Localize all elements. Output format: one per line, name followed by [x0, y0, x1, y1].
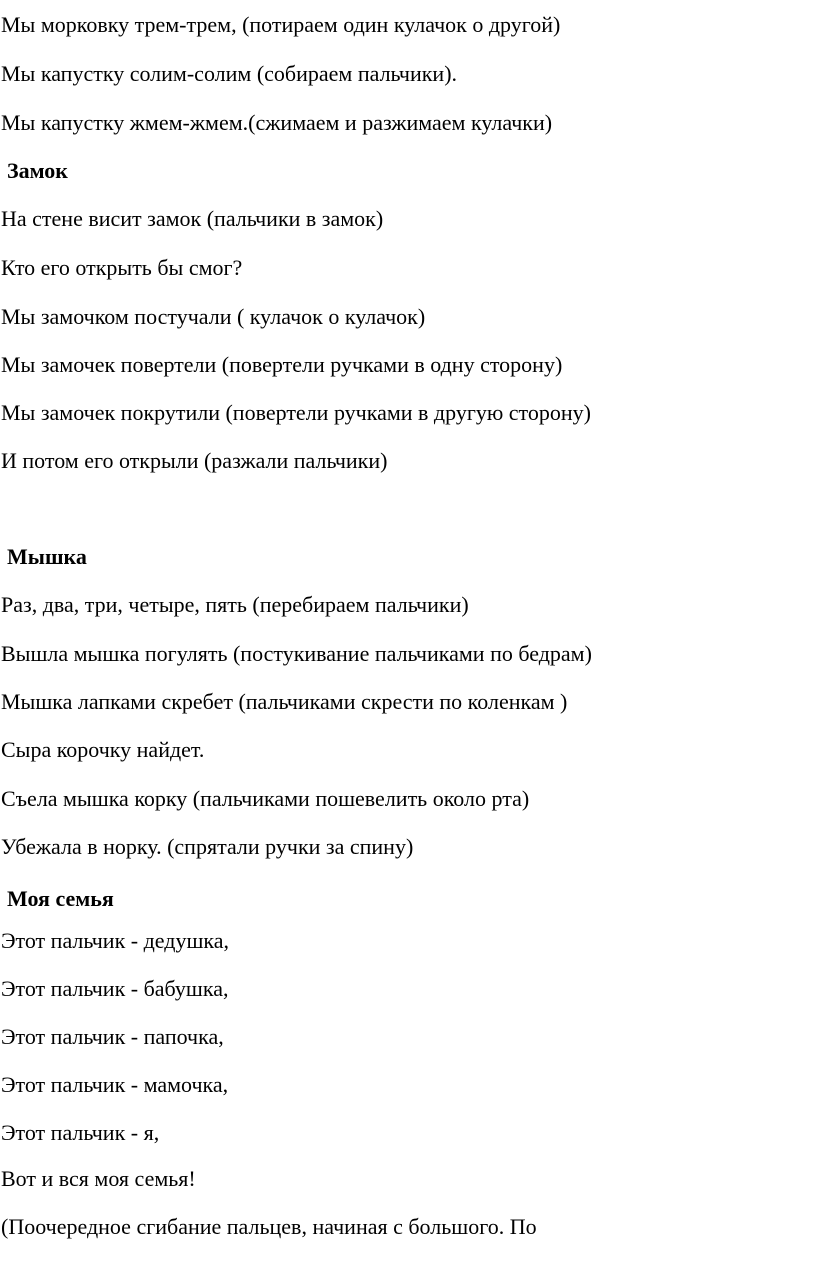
section-title-semya: Моя семья — [7, 886, 114, 911]
poem-line: Вышла мышка погулять (постукивание пальчиками по бедрам) — [1, 641, 592, 666]
poem-line: Кто его открыть бы смог? — [1, 255, 243, 280]
poem-line: Мы замочек повертели (повертели ручками в одну сторону) — [1, 352, 563, 377]
poem-line: Раз, два, три, четыре, пять (перебираем пальчики) — [1, 592, 469, 617]
poem-line: Этот пальчик - мамочка, — [1, 1072, 229, 1097]
intro-line: Мы капустку солим-солим (собираем пальчики). — [1, 61, 458, 86]
poem-line: Мышка лапками скребет (пальчиками скрести по коленкам ) — [1, 689, 568, 714]
intro-line: Мы капустку жмем-жмем.(сжимаем и разжимаем кулачки) — [1, 110, 553, 135]
poem-line: (Поочередное сгибание пальцев, начиная с большого. По — [1, 1214, 537, 1239]
poem-line: Мы замочек покрутили (повертели ручками в другую сторону) — [1, 400, 591, 425]
poem-line: Съела мышка корку (пальчиками пошевелить около рта) — [1, 786, 530, 811]
poem-line: Вот и вся моя семья! — [1, 1166, 196, 1191]
poem-line: Сыра корочку найдет. — [1, 737, 205, 762]
poem-line: Этот пальчик - я, — [1, 1120, 160, 1145]
poem-line: На стене висит замок (пальчики в замок) — [1, 206, 384, 231]
poem-line: Этот пальчик - папочка, — [1, 1024, 224, 1049]
poem-line: Этот пальчик - дедушка, — [1, 928, 230, 953]
section-title-zamok: Замок — [7, 158, 68, 183]
section-title-myshka: Мышка — [7, 544, 87, 569]
intro-line: Мы морковку трем-трем, (потираем один кулачок о другой) — [1, 12, 561, 37]
poem-line: Этот пальчик - бабушка, — [1, 976, 229, 1001]
poem-line: И потом его открыли (разжали пальчики) — [1, 448, 388, 473]
poem-line: Мы замочком постучали ( кулачок о кулачок) — [1, 304, 426, 329]
poem-line: Убежала в норку. (спрятали ручки за спину) — [1, 834, 414, 859]
